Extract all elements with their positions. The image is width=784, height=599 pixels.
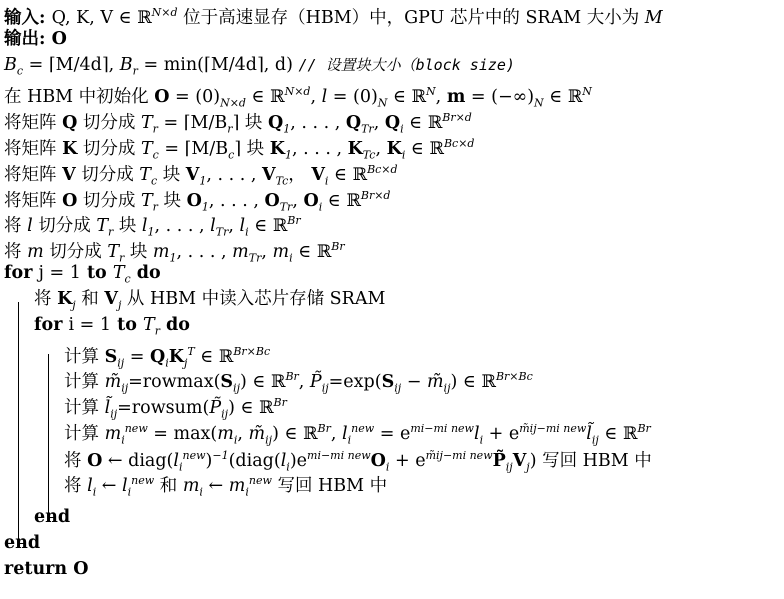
line-segment: B: [4, 55, 17, 75]
line-segment: ∈ ℝ: [328, 164, 368, 185]
line-segment: 将: [64, 475, 88, 496]
line-segment: ←: [202, 475, 229, 496]
line-segment: ∈ ℝ: [543, 86, 583, 107]
line-segment: ) ∈ ℝ: [239, 371, 286, 392]
outer-loop-guide: [18, 302, 19, 543]
line-segment: Tr: [215, 225, 229, 239]
compute-m-p-line: [64, 364, 533, 395]
line-segment: P̃: [209, 397, 222, 418]
line-segment: new: [351, 422, 375, 435]
line-segment: 和: [75, 289, 105, 309]
line-segment: r: [152, 122, 158, 136]
line-segment: T: [112, 263, 125, 283]
line-segment: N: [582, 85, 592, 98]
outer-end-line: [4, 530, 40, 556]
line-segment: for: [4, 263, 39, 283]
line-segment: m: [446, 86, 466, 107]
line-segment: i: [121, 433, 125, 447]
line-segment: ⌉ 块: [232, 112, 268, 133]
line-segment: r: [227, 122, 233, 136]
line-segment: m: [152, 241, 170, 262]
line-segment: 从 HBM 中读入芯片存储 SRAM: [121, 289, 386, 309]
line-segment: do: [130, 263, 161, 283]
line-segment: 将: [4, 215, 28, 236]
line-segment: N×d: [151, 6, 178, 19]
line-segment: ij: [443, 381, 451, 395]
line-segment: (diag(: [228, 450, 281, 471]
line-segment: 1: [147, 225, 155, 239]
line-segment: i: [347, 433, 352, 447]
line-segment: Q, K, V ∈ ℝ: [51, 7, 152, 28]
line-segment: V: [104, 289, 118, 309]
line-segment: 计算: [64, 371, 105, 392]
line-segment: ij: [233, 381, 240, 395]
split-l-line: [4, 208, 301, 239]
line-segment: −: [401, 371, 427, 392]
update-lm-line: [64, 468, 388, 499]
line-segment: l: [473, 423, 480, 444]
line-segment: T: [140, 112, 153, 133]
line-segment: , . . . ,: [291, 138, 348, 159]
compute-new-stats-line: [64, 416, 651, 447]
line-segment: S: [381, 371, 395, 392]
line-segment: ,: [292, 190, 304, 211]
line-segment: i: [401, 148, 406, 162]
line-segment: 切分成: [75, 164, 140, 185]
line-segment: Br: [287, 214, 301, 227]
line-segment: 切分成: [32, 215, 97, 236]
line-segment: ∈ ℝ: [248, 215, 288, 236]
line-segment: l: [122, 475, 128, 496]
line-segment: 输入:: [4, 7, 52, 28]
line-segment: Tr: [361, 122, 374, 136]
split-q-line: [4, 105, 472, 136]
line-segment: i: [400, 122, 404, 136]
line-segment: N×d: [284, 85, 311, 98]
line-segment: P̃: [492, 450, 506, 471]
line-segment: Tc: [275, 174, 289, 188]
line-segment: mi−mi new: [307, 449, 371, 462]
line-segment: c: [16, 64, 24, 78]
line-segment: ): [205, 450, 213, 471]
load-kv-line: [34, 286, 385, 312]
line-segment: 写回 HBM 中: [271, 475, 388, 496]
line-segment: Br×Bc: [495, 370, 533, 383]
compute-s-line: [64, 339, 271, 370]
line-segment: r: [108, 225, 114, 239]
line-segment: new: [182, 449, 206, 462]
line-segment: Br: [285, 370, 299, 383]
block-size-line: [4, 52, 515, 78]
line-segment: 切分成: [77, 138, 141, 159]
inner-end-line: [34, 504, 70, 530]
line-segment: −1: [212, 449, 229, 462]
line-segment: ij: [110, 407, 118, 421]
line-segment: = ⌈M/4d⌉,: [23, 55, 120, 75]
line-segment: 位于高速显存（HBM）中，GPU 芯片中的 SRAM 大小为: [177, 7, 645, 28]
line-segment: ) ∈ ℝ: [228, 397, 274, 418]
line-segment: l: [87, 475, 93, 496]
line-segment: ∈ ℝ: [403, 112, 443, 133]
line-segment: 计算: [64, 346, 105, 367]
line-segment: m̃: [104, 371, 122, 392]
line-segment: // 设置块大小（block size): [298, 56, 515, 74]
line-segment: i: [289, 251, 293, 265]
line-segment: l: [321, 86, 328, 107]
line-segment: return: [4, 559, 74, 579]
line-segment: m: [217, 423, 234, 444]
line-segment: N: [426, 85, 436, 98]
line-segment: V: [185, 164, 200, 185]
line-segment: ∈ ℝ: [322, 190, 361, 211]
line-segment: i: [245, 225, 249, 239]
line-segment: )e: [289, 450, 308, 471]
line-segment: ∈ ℝ: [387, 86, 427, 107]
line-segment: m: [27, 241, 44, 262]
line-segment: O: [51, 29, 67, 49]
line-segment: K: [57, 289, 73, 309]
line-segment: ∈ ℝ: [405, 138, 444, 159]
line-segment: ,: [375, 138, 387, 159]
line-segment: j: [117, 298, 122, 312]
line-segment: ,: [298, 371, 310, 392]
line-segment: i: [479, 433, 484, 447]
line-segment: j: [183, 356, 188, 370]
line-segment: m: [182, 475, 200, 496]
line-segment: ij: [321, 381, 329, 395]
line-segment: i: [286, 460, 290, 474]
line-segment: Tc: [362, 148, 376, 162]
line-segment: l̃: [586, 423, 592, 444]
line-segment: l: [210, 215, 216, 236]
line-segment: 和: [154, 475, 183, 496]
line-segment: = ⌈M/B: [158, 138, 229, 159]
line-segment: Q: [62, 112, 78, 133]
line-segment: M: [644, 7, 663, 28]
line-segment: ,: [228, 215, 240, 236]
line-segment: Br×d: [442, 111, 472, 124]
line-segment: ij: [117, 356, 125, 370]
line-segment: Br: [331, 240, 345, 253]
line-segment: c: [150, 174, 158, 188]
line-segment: end: [4, 533, 41, 553]
return-line: [4, 556, 88, 582]
line-segment: m̃ij−mi new: [519, 422, 587, 435]
line-segment: i: [324, 174, 329, 188]
line-segment: , . . . ,: [208, 190, 265, 211]
line-segment: Br: [317, 422, 331, 435]
line-segment: = (0): [169, 86, 221, 107]
line-segment: to: [111, 315, 143, 335]
line-segment: T: [187, 345, 195, 358]
line-segment: m̃ij−mi new: [425, 449, 493, 462]
line-segment: V: [262, 164, 276, 185]
line-segment: O: [73, 559, 89, 579]
line-segment: m̃: [248, 423, 266, 444]
line-segment: r: [119, 251, 125, 265]
line-segment: = min(⌈M/4d⌉, d): [137, 55, 299, 75]
line-segment: T: [140, 190, 153, 211]
line-segment: i: [245, 485, 249, 499]
line-segment: ij: [265, 433, 273, 447]
line-segment: T: [96, 215, 109, 236]
line-segment: m̃: [426, 371, 444, 392]
line-segment: ∈ ℝ: [598, 423, 638, 444]
line-segment: m: [228, 475, 246, 496]
inner-loop-guide: [48, 354, 49, 517]
line-segment: j = 1: [38, 263, 81, 283]
line-segment: 计算: [64, 397, 105, 418]
line-segment: N×d: [220, 96, 246, 110]
line-segment: T: [143, 315, 155, 335]
line-segment: new: [124, 422, 148, 435]
line-segment: ij: [394, 381, 402, 395]
line-segment: 切分成: [43, 241, 108, 262]
line-segment: O: [303, 190, 319, 211]
output-line: [4, 26, 67, 52]
line-segment: 将: [64, 450, 88, 471]
line-segment: 1: [169, 251, 177, 265]
line-segment: ,: [373, 112, 385, 133]
line-segment: V: [62, 164, 76, 185]
line-segment: Tr: [279, 200, 293, 214]
line-segment: ij: [121, 381, 129, 395]
line-segment: l: [27, 215, 33, 236]
line-segment: Q: [384, 112, 401, 133]
line-segment: 切分成: [77, 190, 141, 211]
line-segment: m: [232, 241, 249, 262]
line-segment: 输出:: [4, 29, 52, 49]
line-segment: = (0): [327, 86, 378, 107]
line-segment: V: [512, 450, 527, 471]
line-segment: mi−mi new: [410, 422, 474, 435]
line-segment: ij: [505, 460, 513, 474]
line-segment: 将矩阵: [4, 112, 63, 133]
line-segment: V: [311, 164, 325, 185]
update-o-line: [64, 443, 652, 474]
line-segment: new: [131, 474, 155, 487]
line-segment: to: [80, 263, 113, 283]
compute-l-line: [64, 390, 287, 421]
line-segment: T: [140, 138, 153, 159]
line-segment: 块: [124, 241, 153, 262]
line-segment: =rowsum(: [117, 397, 210, 418]
line-segment: O: [62, 190, 78, 211]
line-segment: K: [269, 138, 285, 159]
line-segment: j: [526, 460, 530, 474]
line-segment: Tr: [248, 251, 262, 265]
line-segment: l̃: [104, 397, 111, 418]
line-segment: for: [34, 315, 69, 335]
line-segment: K: [62, 138, 78, 159]
line-segment: , . . . ,: [176, 241, 233, 262]
line-segment: ,: [435, 86, 447, 107]
inner-for-line: [34, 312, 190, 338]
line-segment: K: [168, 346, 184, 367]
line-segment: O: [264, 190, 280, 211]
line-segment: + e: [483, 423, 520, 444]
line-segment: B: [119, 55, 133, 75]
line-segment: i: [179, 460, 183, 474]
line-segment: new: [248, 474, 272, 487]
line-segment: m: [104, 423, 122, 444]
line-segment: Q: [149, 346, 166, 367]
line-segment: ,: [330, 423, 343, 444]
line-segment: S: [220, 371, 234, 392]
line-segment: i: [127, 485, 132, 499]
outer-for-line: [4, 260, 161, 286]
line-segment: Br×d: [360, 189, 391, 202]
line-segment: O: [87, 450, 103, 471]
line-segment: ij: [221, 407, 229, 421]
line-segment: i: [233, 433, 238, 447]
line-segment: + e: [389, 450, 426, 471]
line-segment: 在 HBM 中初始化: [4, 86, 155, 107]
line-segment: Q: [345, 112, 362, 133]
line-segment: ) ∈ ℝ: [450, 371, 496, 392]
line-segment: l: [239, 215, 246, 236]
line-segment: 切分成: [77, 112, 141, 133]
line-segment: r: [152, 200, 158, 214]
line-segment: i: [92, 485, 97, 499]
line-segment: N: [377, 96, 388, 110]
line-segment: i: [199, 485, 203, 499]
line-segment: = ⌈M/B: [157, 112, 228, 133]
line-segment: Q: [267, 112, 284, 133]
line-segment: S: [104, 346, 118, 367]
line-segment: j: [72, 298, 76, 312]
line-segment: ∈ ℝ: [292, 241, 332, 262]
line-segment: 将矩阵: [4, 138, 63, 159]
line-segment: , . . . ,: [290, 112, 346, 133]
init-line: [4, 79, 592, 110]
line-segment: 将矩阵: [4, 190, 63, 211]
line-segment: do: [159, 315, 190, 335]
line-segment: ij: [591, 433, 599, 447]
line-segment: l: [141, 215, 148, 236]
line-segment: 将矩阵: [4, 164, 63, 185]
line-segment: ∈ ℝ: [245, 86, 285, 107]
line-segment: Br: [273, 396, 287, 409]
line-segment: ,: [310, 86, 322, 107]
line-segment: N: [534, 96, 544, 110]
line-segment: l: [280, 450, 287, 471]
line-segment: O: [154, 86, 170, 107]
line-segment: , . . . ,: [206, 164, 263, 185]
line-segment: = e: [374, 423, 411, 444]
line-segment: 块: [157, 190, 187, 211]
line-segment: =rowmax(: [128, 371, 221, 392]
line-segment: ,: [261, 241, 273, 262]
line-segment: c: [124, 272, 131, 286]
line-segment: Br×Bc: [233, 345, 271, 358]
line-segment: i = 1: [68, 315, 112, 335]
line-segment: 1: [199, 174, 207, 188]
line-segment: , . . . ,: [154, 215, 211, 236]
line-segment: =exp(: [328, 371, 382, 392]
split-o-line: [4, 183, 391, 214]
line-segment: ←: [96, 475, 123, 496]
line-segment: 计算: [64, 423, 105, 444]
line-segment: K: [347, 138, 363, 159]
line-segment: 将: [34, 289, 58, 309]
line-segment: r: [154, 324, 160, 338]
line-segment: = (−∞): [465, 86, 535, 107]
line-segment: 块: [113, 215, 142, 236]
line-segment: O: [186, 190, 202, 211]
line-segment: ) ∈ ℝ: [272, 423, 318, 444]
line-segment: r: [132, 64, 138, 78]
split-k-line: [4, 131, 475, 162]
line-segment: 1: [201, 200, 209, 214]
line-segment: end: [34, 507, 71, 527]
line-segment: 将: [4, 241, 28, 262]
line-segment: ) 写回 HBM 中: [529, 450, 652, 471]
line-segment: =: [124, 346, 150, 367]
line-segment: i: [318, 200, 323, 214]
line-segment: 块: [157, 164, 186, 185]
line-segment: l: [342, 423, 348, 444]
line-segment: m: [272, 241, 290, 262]
line-segment: P̃: [309, 371, 322, 392]
line-segment: c: [228, 148, 235, 162]
line-segment: T: [107, 241, 120, 262]
line-segment: = max(: [147, 423, 218, 444]
line-segment: K: [386, 138, 402, 159]
line-segment: Br: [637, 422, 651, 435]
line-segment: ，: [288, 164, 312, 185]
line-segment: ∈ ℝ: [194, 346, 234, 367]
line-segment: ← diag(: [102, 450, 174, 471]
line-segment: 1: [283, 122, 291, 136]
line-segment: T: [139, 164, 151, 185]
line-segment: ⌉ 块: [234, 138, 270, 159]
line-segment: Bc×d: [443, 137, 475, 150]
line-segment: i: [385, 460, 390, 474]
line-segment: l: [173, 450, 179, 471]
line-segment: c: [152, 148, 159, 162]
split-v-line: [4, 157, 398, 188]
line-segment: 1: [284, 148, 292, 162]
line-segment: O: [370, 450, 386, 471]
line-segment: ,: [237, 423, 249, 444]
split-m-line: [4, 234, 345, 265]
line-segment: i: [165, 356, 169, 370]
input-line: [4, 0, 663, 26]
line-segment: Bc×d: [367, 163, 398, 176]
